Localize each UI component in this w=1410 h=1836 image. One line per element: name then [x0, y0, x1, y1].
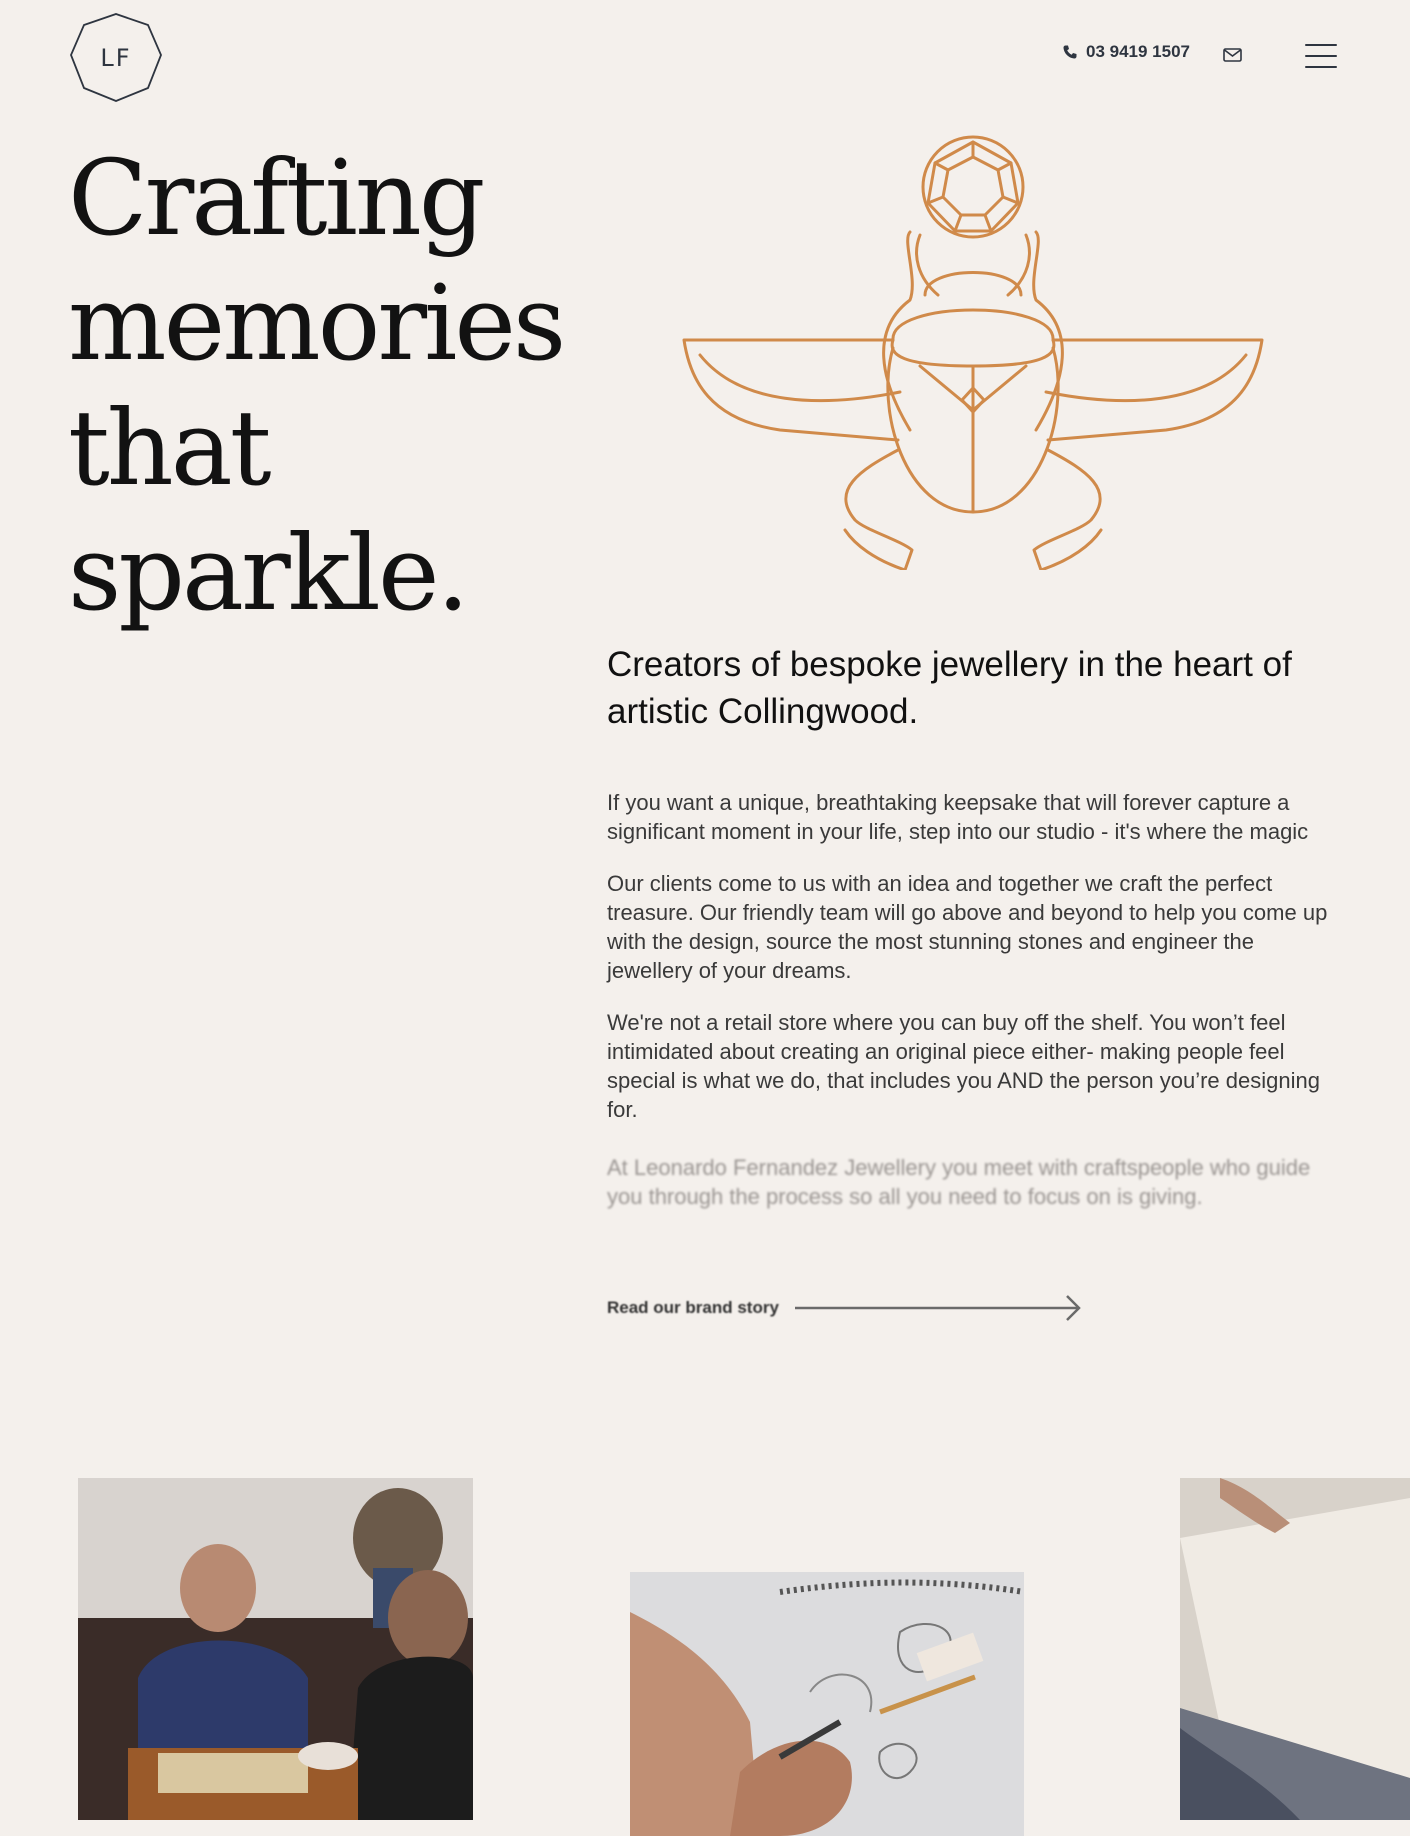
intro-paragraph: We're not a retail store where you can buy off the shelf. You won’t feel intimidated about creating an original piece either- making people feel special is what we do, that includes you AND the person you’re designing for. — [607, 1010, 1320, 1122]
scarab-diamond-icon — [680, 130, 1280, 570]
hamburger-menu-icon[interactable] — [1305, 44, 1337, 70]
brand-story-label: Read our brand story — [607, 1298, 779, 1317]
phone-link[interactable] — [1062, 42, 1190, 62]
intro-paragraph: At Leonardo Fernandez Jewellery you meet with craftspeople who guide you through the process so all you need to focus on is giving. — [607, 1155, 1311, 1209]
consultation-photo — [78, 1478, 473, 1820]
intro-subhead: Creators of bespoke jewellery in the heart of artistic Collingwood. — [607, 645, 1292, 731]
sketching-photo — [630, 1572, 1024, 1836]
logo-text: LF — [100, 44, 132, 72]
phone-icon — [1062, 44, 1078, 60]
hero-headline: Crafting memories that sparkle. — [68, 137, 564, 634]
mail-icon[interactable] — [1223, 48, 1242, 62]
intro-paragraph: Our clients come to us with an idea and together we craft the perfect treasure. Our friendly team will go above and beyond to help you come up with the design, source the most stunning stones and engineer the jewellery of your dreams. — [607, 871, 1328, 983]
long-arrow-right-icon — [793, 1293, 1083, 1323]
intro-paragraph: If you want a unique, breathtaking keepsake that will forever capture a significant moment in your life, step into our studio - it's where the magic — [607, 790, 1309, 844]
gemstone-tray-photo — [1180, 1478, 1410, 1820]
intro-body — [607, 788, 1335, 1234]
brand-story-link[interactable] — [607, 1293, 1083, 1323]
logo[interactable] — [68, 12, 164, 104]
phone-number: 03 9419 1507 — [1086, 42, 1190, 61]
